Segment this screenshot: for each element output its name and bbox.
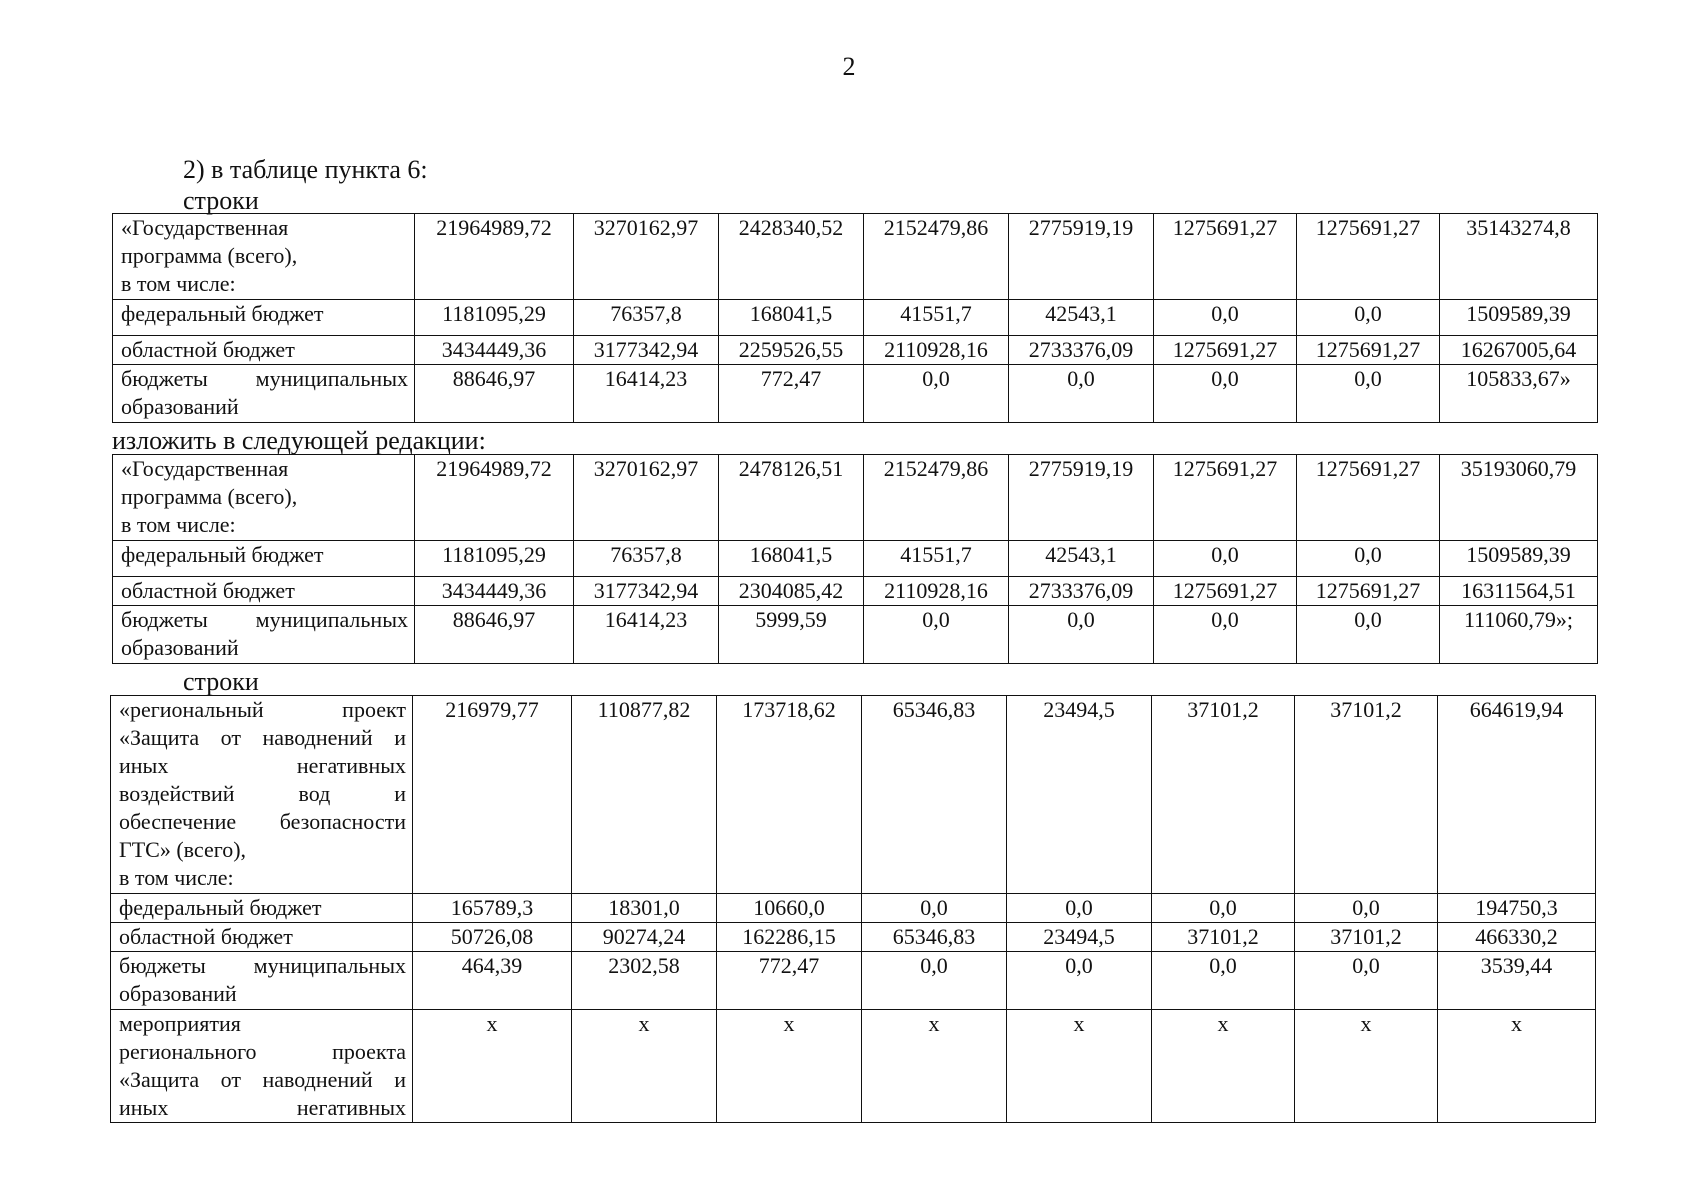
value-cell: 466330,2 xyxy=(1438,923,1596,952)
table-row xyxy=(111,1010,1596,1123)
row-label: федеральный бюджет xyxy=(113,300,415,336)
value-cell: 1275691,27 xyxy=(1154,455,1297,541)
value-cell: 464,39 xyxy=(413,952,572,1010)
table-row xyxy=(111,696,1596,894)
value-cell: 16414,23 xyxy=(574,606,719,664)
value-cell: 21964989,72 xyxy=(415,455,574,541)
replace-text: изложить в следующей редакции: xyxy=(112,426,486,455)
value-cell: 42543,1 xyxy=(1009,541,1154,577)
value-cell: 37101,2 xyxy=(1295,696,1438,894)
value-cell: 0,0 xyxy=(1297,606,1440,664)
table-row xyxy=(111,952,1596,1010)
value-cell: 1275691,27 xyxy=(1297,214,1440,300)
value-cell: 0,0 xyxy=(1154,606,1297,664)
value-cell: 110877,82 xyxy=(572,696,717,894)
value-cell: 23494,5 xyxy=(1007,923,1152,952)
value-cell: х xyxy=(572,1010,717,1123)
value-cell: 105833,67» xyxy=(1440,365,1598,423)
row-label: бюджеты муниципальных образований xyxy=(113,365,415,423)
value-cell: 2775919,19 xyxy=(1009,455,1154,541)
value-cell: 0,0 xyxy=(1297,541,1440,577)
value-cell: 41551,7 xyxy=(864,541,1009,577)
value-cell: 2733376,09 xyxy=(1009,577,1154,606)
value-cell: 772,47 xyxy=(717,952,862,1010)
value-cell: 76357,8 xyxy=(574,300,719,336)
row-label: бюджеты муниципальных образований xyxy=(113,606,415,664)
value-cell: 3434449,36 xyxy=(415,336,574,365)
value-cell: 0,0 xyxy=(1007,952,1152,1010)
value-cell: х xyxy=(862,1010,1007,1123)
value-cell: 2478126,51 xyxy=(719,455,864,541)
value-cell: 35143274,8 xyxy=(1440,214,1598,300)
table-project-rows xyxy=(110,695,1596,1123)
value-cell: 0,0 xyxy=(1009,365,1154,423)
value-cell: 0,0 xyxy=(1295,952,1438,1010)
value-cell: х xyxy=(1438,1010,1596,1123)
value-cell: 0,0 xyxy=(862,952,1007,1010)
row-label: федеральный бюджет xyxy=(113,541,415,577)
value-cell: 1275691,27 xyxy=(1154,336,1297,365)
value-cell: 0,0 xyxy=(1154,365,1297,423)
table-row xyxy=(113,336,1598,365)
table-row xyxy=(113,541,1598,577)
value-cell: 0,0 xyxy=(1152,894,1295,923)
value-cell: 65346,83 xyxy=(862,923,1007,952)
value-cell: х xyxy=(1007,1010,1152,1123)
table-row xyxy=(113,606,1598,664)
value-cell: 16414,23 xyxy=(574,365,719,423)
row-label: «Государственная программа (всего), в том числе: xyxy=(113,455,415,541)
table-row xyxy=(113,577,1598,606)
value-cell: 2302,58 xyxy=(572,952,717,1010)
row-label: «Государственная программа (всего), в том числе: xyxy=(113,214,415,300)
value-cell: 0,0 xyxy=(1007,894,1152,923)
row-label: областной бюджет xyxy=(111,923,413,952)
value-cell: 2775919,19 xyxy=(1009,214,1154,300)
value-cell: 0,0 xyxy=(864,606,1009,664)
value-cell: 88646,97 xyxy=(415,606,574,664)
value-cell: 1509589,39 xyxy=(1440,541,1598,577)
value-cell: 165789,3 xyxy=(413,894,572,923)
table-new-rows xyxy=(112,454,1598,664)
value-cell: 1275691,27 xyxy=(1154,214,1297,300)
table-row xyxy=(113,455,1598,541)
value-cell: 90274,24 xyxy=(572,923,717,952)
rows-label-1: строки xyxy=(183,186,259,215)
value-cell: 37101,2 xyxy=(1152,923,1295,952)
table-row xyxy=(113,365,1598,423)
value-cell: 50726,08 xyxy=(413,923,572,952)
value-cell: 162286,15 xyxy=(717,923,862,952)
value-cell: 0,0 xyxy=(1154,300,1297,336)
row-label: областной бюджет xyxy=(113,336,415,365)
value-cell: 88646,97 xyxy=(415,365,574,423)
value-cell: 37101,2 xyxy=(1295,923,1438,952)
value-cell: х xyxy=(1152,1010,1295,1123)
value-cell: 3177342,94 xyxy=(574,577,719,606)
value-cell: 3177342,94 xyxy=(574,336,719,365)
value-cell: 3270162,97 xyxy=(574,214,719,300)
value-cell: 2152479,86 xyxy=(864,455,1009,541)
value-cell: 0,0 xyxy=(1297,365,1440,423)
value-cell: х xyxy=(717,1010,862,1123)
value-cell: 0,0 xyxy=(1152,952,1295,1010)
table-row xyxy=(113,214,1598,300)
value-cell: 0,0 xyxy=(1009,606,1154,664)
value-cell: 2110928,16 xyxy=(864,336,1009,365)
table-old-rows xyxy=(112,213,1598,423)
value-cell: 5999,59 xyxy=(719,606,864,664)
value-cell: х xyxy=(1295,1010,1438,1123)
value-cell: 3270162,97 xyxy=(574,455,719,541)
value-cell: 0,0 xyxy=(862,894,1007,923)
row-label: бюджеты муниципальных образований xyxy=(111,952,413,1010)
value-cell: 111060,79»; xyxy=(1440,606,1598,664)
value-cell: 168041,5 xyxy=(719,300,864,336)
value-cell: 1509589,39 xyxy=(1440,300,1598,336)
row-label: мероприятия регионального проекта «Защита от наводнений и иных негативных xyxy=(111,1010,413,1123)
value-cell: 194750,3 xyxy=(1438,894,1596,923)
table-row xyxy=(111,923,1596,952)
value-cell: 18301,0 xyxy=(572,894,717,923)
value-cell: 3539,44 xyxy=(1438,952,1596,1010)
value-cell: 2259526,55 xyxy=(719,336,864,365)
value-cell: 0,0 xyxy=(1297,300,1440,336)
value-cell: 23494,5 xyxy=(1007,696,1152,894)
value-cell: 21964989,72 xyxy=(415,214,574,300)
value-cell: 1181095,29 xyxy=(415,300,574,336)
row-label: федеральный бюджет xyxy=(111,894,413,923)
value-cell: 168041,5 xyxy=(719,541,864,577)
intro-text: 2) в таблице пункта 6: xyxy=(183,155,428,184)
table-row xyxy=(111,894,1596,923)
value-cell: 2152479,86 xyxy=(864,214,1009,300)
value-cell: 173718,62 xyxy=(717,696,862,894)
value-cell: 664619,94 xyxy=(1438,696,1596,894)
value-cell: 41551,7 xyxy=(864,300,1009,336)
value-cell: 16267005,64 xyxy=(1440,336,1598,365)
value-cell: 2110928,16 xyxy=(864,577,1009,606)
row-label: областной бюджет xyxy=(113,577,415,606)
value-cell: 3434449,36 xyxy=(415,577,574,606)
value-cell: 1275691,27 xyxy=(1154,577,1297,606)
value-cell: 1181095,29 xyxy=(415,541,574,577)
page-number: 2 xyxy=(842,52,856,81)
value-cell: 1275691,27 xyxy=(1297,455,1440,541)
row-label: «региональный проект «Защита от наводнений и иных негативных воздействий вод и обеспечение безопасности ГТС» (всего), в том числе: xyxy=(111,696,413,894)
rows-label-2: строки xyxy=(183,667,259,696)
value-cell: 772,47 xyxy=(719,365,864,423)
value-cell: 35193060,79 xyxy=(1440,455,1598,541)
value-cell: 16311564,51 xyxy=(1440,577,1598,606)
value-cell: 0,0 xyxy=(1154,541,1297,577)
value-cell: 216979,77 xyxy=(413,696,572,894)
value-cell: 76357,8 xyxy=(574,541,719,577)
value-cell: 65346,83 xyxy=(862,696,1007,894)
value-cell: 2428340,52 xyxy=(719,214,864,300)
value-cell: 2304085,42 xyxy=(719,577,864,606)
value-cell: 10660,0 xyxy=(717,894,862,923)
value-cell: х xyxy=(413,1010,572,1123)
value-cell: 2733376,09 xyxy=(1009,336,1154,365)
value-cell: 37101,2 xyxy=(1152,696,1295,894)
value-cell: 1275691,27 xyxy=(1297,336,1440,365)
value-cell: 0,0 xyxy=(1295,894,1438,923)
value-cell: 1275691,27 xyxy=(1297,577,1440,606)
table-row xyxy=(113,300,1598,336)
value-cell: 0,0 xyxy=(864,365,1009,423)
value-cell: 42543,1 xyxy=(1009,300,1154,336)
